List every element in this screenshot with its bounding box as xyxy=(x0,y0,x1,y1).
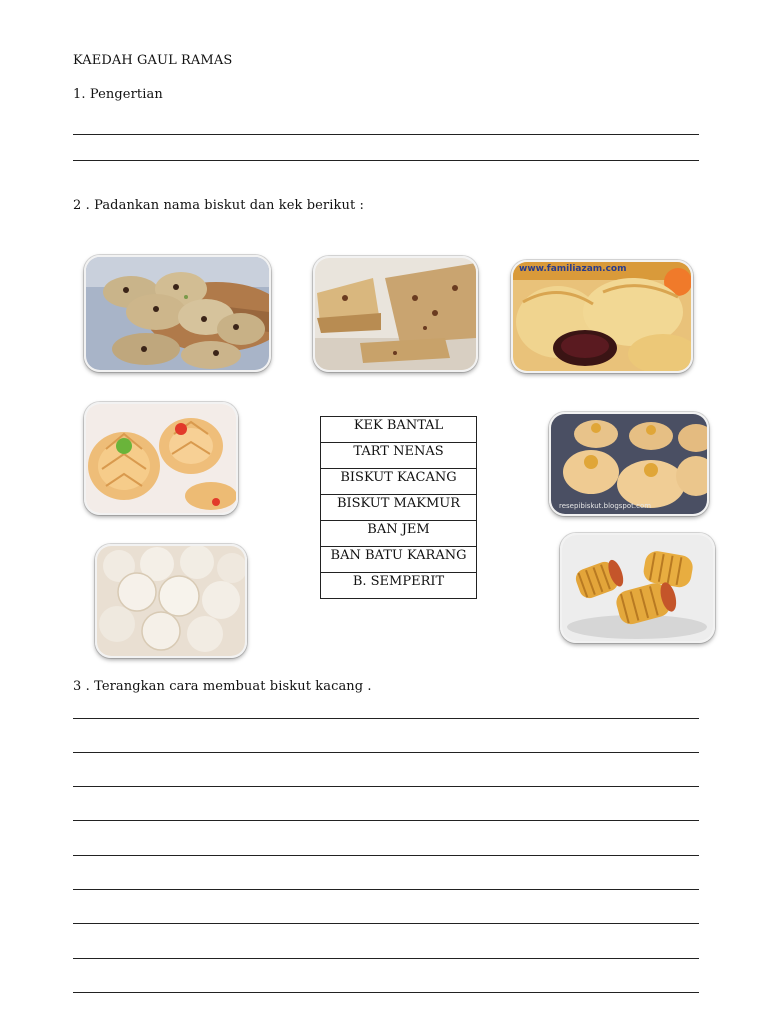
cookie-photo-5 xyxy=(549,412,709,516)
worksheet-title: KAEDAH GAUL RAMAS xyxy=(73,53,233,68)
answer-line xyxy=(73,923,699,924)
answer-line xyxy=(73,992,699,993)
answer-line xyxy=(73,718,699,719)
cake-name-table xyxy=(320,416,477,599)
answer-line xyxy=(73,786,699,787)
answer-line xyxy=(73,958,699,959)
table-row: BISKUT KACANG xyxy=(321,469,477,495)
table-row: TART NENAS xyxy=(321,443,477,469)
cookie-photo-4 xyxy=(84,402,238,515)
table-row: BAN BATU KARANG xyxy=(321,547,477,573)
cookie-photo-7 xyxy=(560,533,715,643)
cookie-photo-6 xyxy=(95,544,247,658)
answer-line xyxy=(73,855,699,856)
cookie-photo-3 xyxy=(511,260,693,373)
answer-line xyxy=(73,889,699,890)
question-3-label: 3 . Terangkan cara membuat biskut kacang . xyxy=(73,679,372,694)
table-row: BISKUT MAKMUR xyxy=(321,495,477,521)
table-row: BAN JEM xyxy=(321,521,477,547)
table-row: B. SEMPERIT xyxy=(321,573,477,599)
cookie-photo-1 xyxy=(84,255,271,372)
photo-watermark: resepibiskut.blogspot.com xyxy=(559,502,652,510)
photo-watermark: www.familiazam.com xyxy=(519,264,627,274)
answer-line xyxy=(73,752,699,753)
cookie-photo-2 xyxy=(313,256,478,372)
answer-line xyxy=(73,820,699,821)
question-2-label: 2 . Padankan nama biskut dan kek berikut : xyxy=(73,198,364,213)
answer-line xyxy=(73,160,699,161)
table-row: KEK BANTAL xyxy=(321,417,477,443)
answer-line xyxy=(73,134,699,135)
question-1-label: 1. Pengertian xyxy=(73,87,163,102)
